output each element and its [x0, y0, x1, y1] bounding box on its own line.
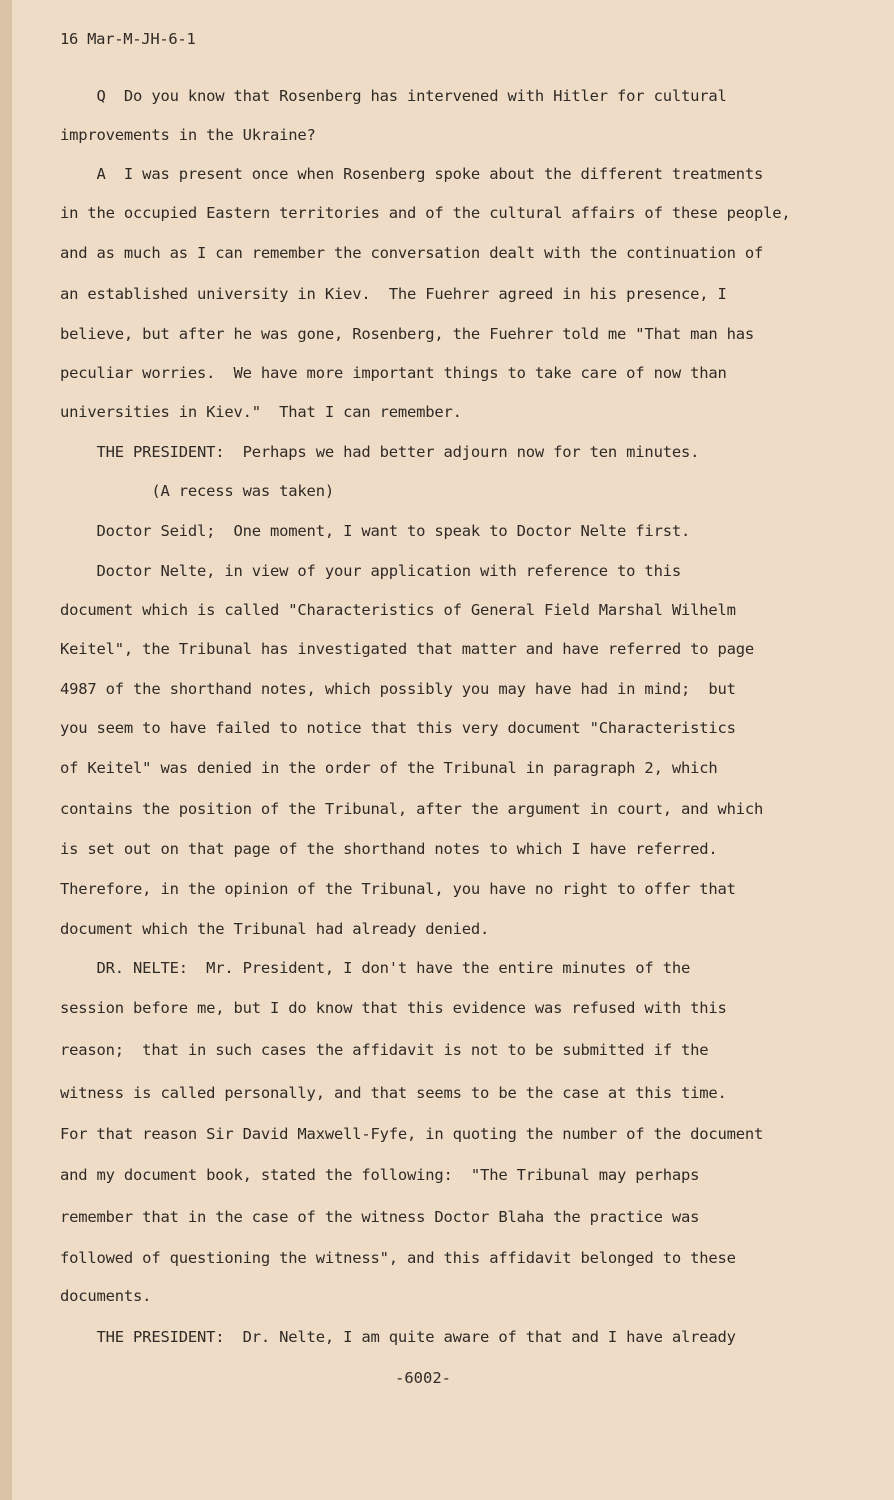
page-edge — [0, 0, 12, 1500]
text-line: believe, but after he was gone, Rosenberg, the Fuehrer told me "That man has — [60, 325, 755, 343]
text-line: you seem to have failed to notice that this very document "Characteristics — [60, 719, 736, 737]
text-line: remember that in the case of the witness Doctor Blaha the practice was — [60, 1208, 700, 1226]
text-line: For that reason Sir David Maxwell-Fyfe, in quoting the number of the document — [60, 1125, 764, 1143]
text-line: 4987 of the shorthand notes, which possibly you may have had in mind; but — [60, 680, 736, 698]
page-header: 16 Mar-M-JH-6-1 — [60, 30, 196, 48]
text-line: followed of questioning the witness", and this affidavit belonged to these — [60, 1249, 736, 1267]
text-line: in the occupied Eastern territories and of the cultural affairs of these people, — [60, 204, 791, 222]
text-line: is set out on that page of the shorthand notes to which I have referred. — [60, 840, 718, 858]
text-line: peculiar worries. We have more important things to take care of now than — [60, 364, 727, 382]
text-line: THE PRESIDENT: Perhaps we had better adjourn now for ten minutes. — [60, 443, 700, 461]
text-line: of Keitel" was denied in the order of the Tribunal in paragraph 2, which — [60, 759, 718, 777]
text-line: DR. NELTE: Mr. President, I don't have the entire minutes of the — [60, 959, 691, 977]
text-line: Doctor Seidl; One moment, I want to speak to Doctor Nelte first. — [60, 522, 691, 540]
text-line: Therefore, in the opinion of the Tribunal, you have no right to offer that — [60, 880, 736, 898]
text-line: contains the position of the Tribunal, after the argument in court, and which — [60, 800, 764, 818]
text-line: document which the Tribunal had already denied. — [60, 920, 490, 938]
text-line: an established university in Kiev. The Fuehrer agreed in his presence, I — [60, 285, 727, 303]
text-line: THE PRESIDENT: Dr. Nelte, I am quite aware of that and I have already — [60, 1328, 736, 1346]
text-line: and my document book, stated the following: "The Tribunal may perhaps — [60, 1166, 700, 1184]
text-line: (A recess was taken) — [60, 482, 334, 500]
text-line: reason; that in such cases the affidavit is not to be submitted if the — [60, 1041, 709, 1059]
text-line: witness is called personally, and that seems to be the case at this time. — [60, 1084, 727, 1102]
text-line: and as much as I can remember the conversation dealt with the continuation of — [60, 244, 764, 262]
text-line: Doctor Nelte, in view of your application with reference to this — [60, 562, 681, 580]
text-line: Q Do you know that Rosenberg has intervened with Hitler for cultural — [60, 87, 727, 105]
text-line: session before me, but I do know that this evidence was refused with this — [60, 999, 727, 1017]
text-line: A I was present once when Rosenberg spoke about the different treatments — [60, 165, 764, 183]
text-line: documents. — [60, 1287, 152, 1305]
page-number: -6002- — [395, 1369, 451, 1387]
text-line: universities in Kiev." That I can remember. — [60, 403, 462, 421]
text-line: document which is called "Characteristics of General Field Marshal Wilhelm — [60, 601, 736, 619]
text-line: improvements in the Ukraine? — [60, 126, 316, 144]
text-line: Keitel", the Tribunal has investigated that matter and have referred to page — [60, 640, 755, 658]
